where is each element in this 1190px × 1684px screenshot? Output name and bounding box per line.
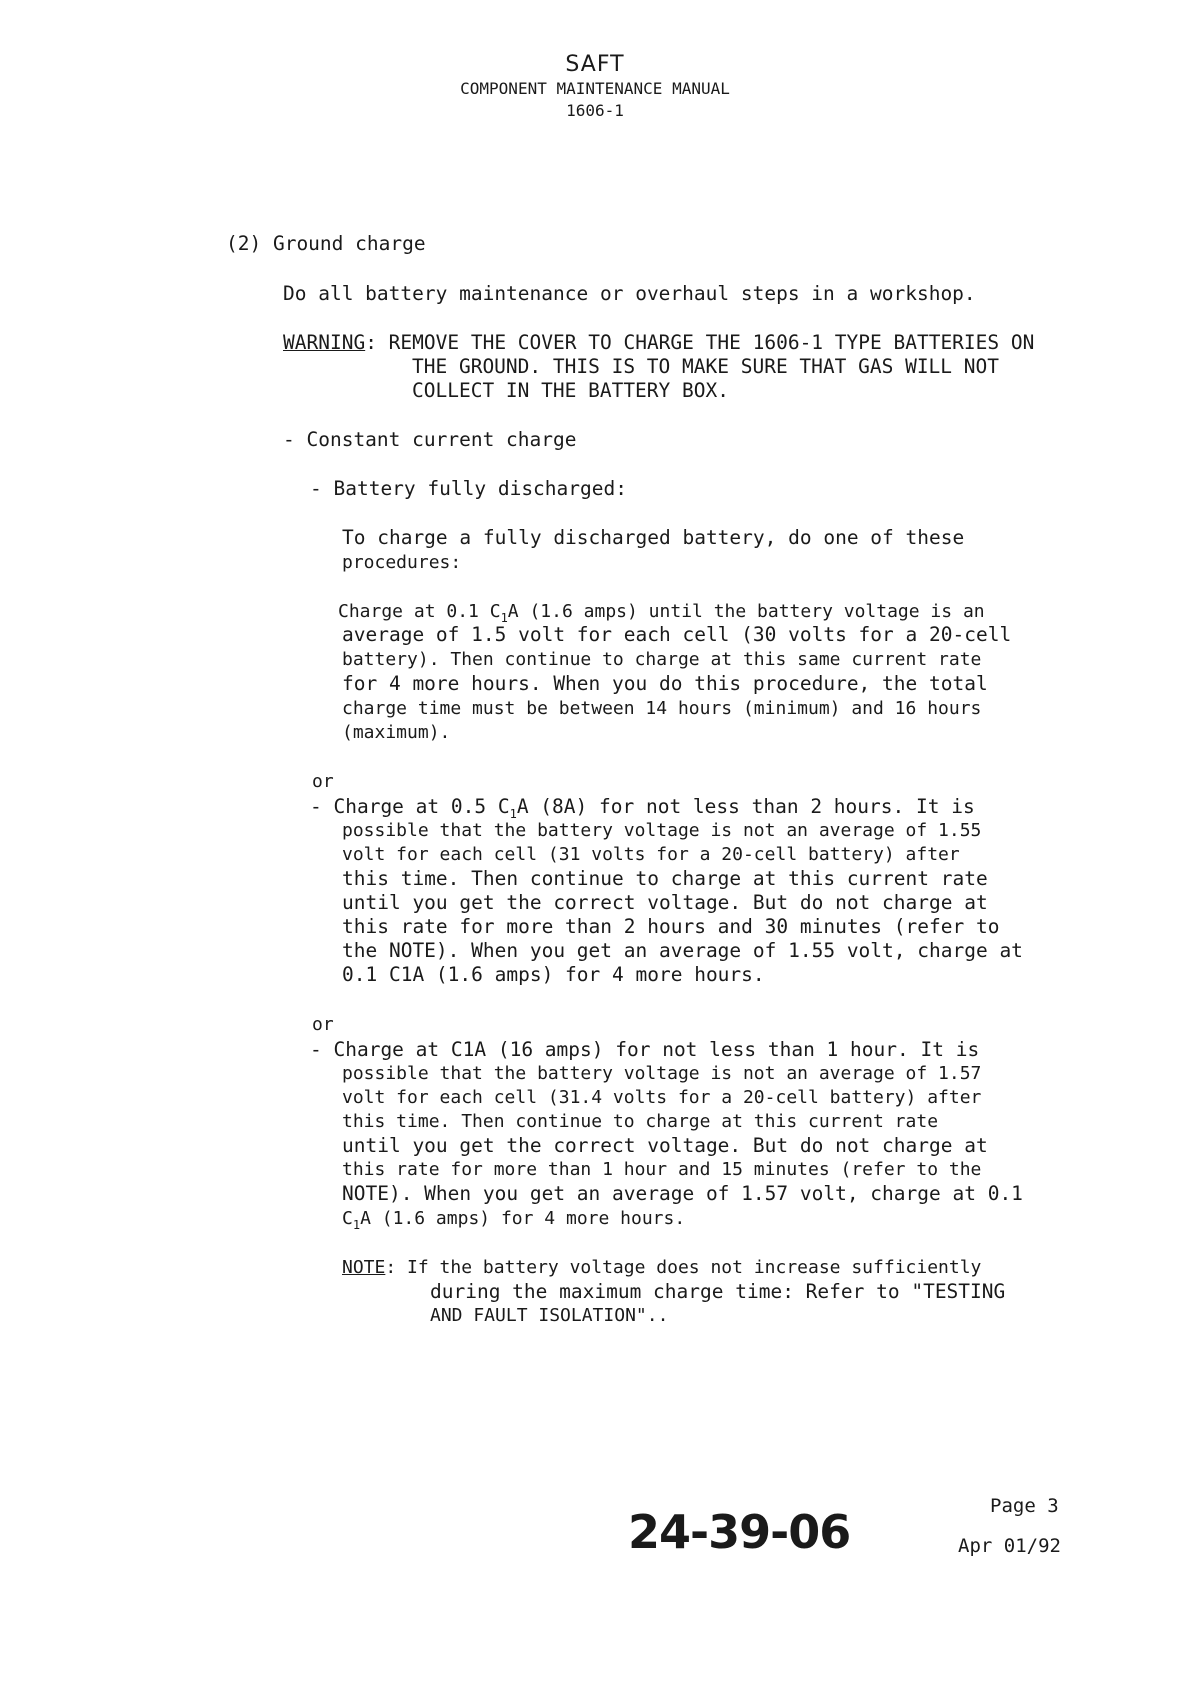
intro-text: Do all battery maintenance or overhaul steps in a workshop. xyxy=(283,282,976,305)
option1-line-3: battery). Then continue to charge at this same current rate xyxy=(342,649,982,670)
document-code: 24-39-06 xyxy=(628,1505,851,1559)
note-line-2: during the maximum charge time: Refer to "TESTING xyxy=(430,1280,1006,1303)
option3-line-2: possible that the battery voltage is not an average of 1.57 xyxy=(342,1063,982,1084)
note-text: : If the battery voltage does not increase sufficiently xyxy=(385,1257,982,1278)
option3-line-7: NOTE). When you get an average of 1.57 volt, charge at 0.1 xyxy=(342,1182,1023,1205)
option3-line-3: volt for each cell (31.4 volts for a 20-cell battery) after xyxy=(342,1087,982,1108)
option2-line-1: - Charge at 0.5 $C_1A$ (8A) for not less than 2 hours. It is xyxy=(310,795,975,821)
option3-line-8: $C_1A$ (1.6 amps) for 4 more hours. xyxy=(342,1208,686,1232)
option2-line-7: the NOTE). When you get an average of 1.55 volt, charge at xyxy=(342,939,1023,962)
warning-line-2: THE GROUND. THIS IS TO MAKE SURE THAT GAS WILL NOT xyxy=(412,355,999,378)
fully-discharged-item: - Battery fully discharged: xyxy=(310,477,627,500)
option3-line-5: until you get the correct voltage. But do not charge at xyxy=(342,1134,988,1157)
warning-label: WARNING xyxy=(283,331,366,354)
option1-line-4: for 4 more hours. When you do this procedure, the total xyxy=(342,672,988,695)
page-number: Page 3 xyxy=(990,1495,1059,1517)
revision-date: Apr 01/92 xyxy=(958,1535,1061,1557)
page-header xyxy=(0,52,1190,122)
option1-line-5: charge time must be between 14 hours (minimum) and 16 hours xyxy=(342,698,982,719)
manual-title: COMPONENT MAINTENANCE MANUAL xyxy=(460,79,730,98)
or-separator-1: or xyxy=(312,771,334,792)
warning-line-3: COLLECT IN THE BATTERY BOX. xyxy=(412,379,729,402)
option3-line-4: this time. Then continue to charge at this current rate xyxy=(342,1111,939,1132)
option3-line-6: this rate for more than 1 hour and 15 minutes (refer to the xyxy=(342,1159,982,1180)
section-heading: (2) Ground charge xyxy=(226,232,426,255)
option1-line-6: (maximum). xyxy=(342,722,451,743)
option2-line-3: volt for each cell (31 volts for a 20-cell battery) after xyxy=(342,844,960,865)
option2-line-6: this rate for more than 2 hours and 30 minutes (refer to xyxy=(342,915,1000,938)
option1-line-2: average of 1.5 volt for each cell (30 volts for a 20-cell xyxy=(342,623,1012,646)
procedures-intro-2: procedures: xyxy=(342,552,462,573)
option2-line-5: until you get the correct voltage. But do not charge at xyxy=(342,891,988,914)
note-label: NOTE xyxy=(342,1257,386,1278)
note-line-1 xyxy=(342,1256,981,1280)
option3-line-1: - Charge at C1A (16 amps) for not less than 1 hour. It is xyxy=(310,1038,980,1061)
warning-text: : REMOVE THE COVER TO CHARGE THE 1606-1 TYPE BATTERIES ON xyxy=(365,331,1035,354)
note-line-3: AND FAULT ISOLATION".. xyxy=(430,1305,669,1326)
warning-line-1 xyxy=(283,331,1034,355)
or-separator-2: or xyxy=(312,1014,334,1035)
model-number: 1606-1 xyxy=(566,101,624,120)
procedures-intro-1: To charge a fully discharged battery, do one of these xyxy=(342,526,965,549)
constant-current-item: - Constant current charge xyxy=(283,428,577,451)
option2-line-4: this time. Then continue to charge at this current rate xyxy=(342,867,988,890)
brand-name: SAFT xyxy=(565,52,625,77)
option2-line-8: 0.1 C1A (1.6 amps) for 4 more hours. xyxy=(342,963,765,986)
option2-line-2: possible that the battery voltage is not an average of 1.55 xyxy=(342,820,982,841)
option1-line-1: Charge at 0.1 $C_1A$ (1.6 amps) until the battery voltage is an xyxy=(338,601,985,625)
